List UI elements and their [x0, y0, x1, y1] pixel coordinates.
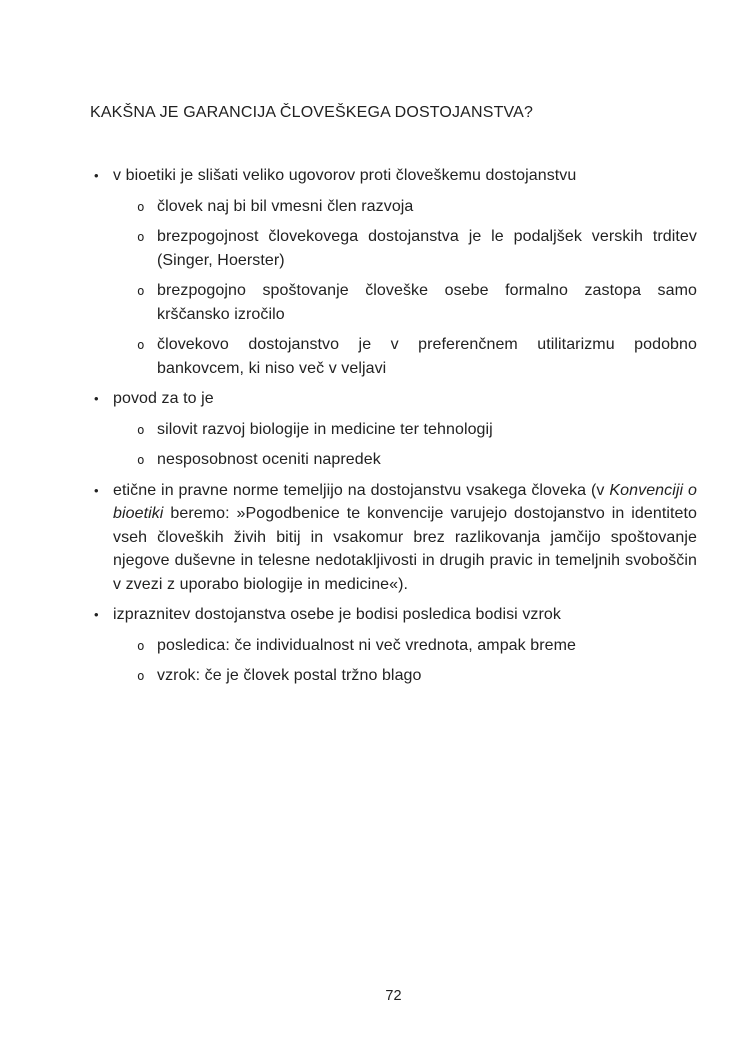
page-title: KAKŠNA JE GARANCIJA ČLOVEŠKEGA DOSTOJANSTVA?: [90, 104, 534, 121]
list-item: [90, 164, 697, 188]
sub-list-item: [90, 418, 697, 442]
sub-list-item-text: silovit razvoj biologije in medicine ter tehnologij: [157, 420, 493, 438]
document-page: [90, 0, 697, 695]
sub-list-item: [90, 333, 697, 380]
sub-list-item-text: vzrok: če je človek postal tržno blago: [157, 667, 422, 684]
circle-bullet-icon: o: [137, 337, 145, 352]
circle-bullet-icon: o: [137, 452, 145, 467]
list-item: [90, 603, 697, 627]
list-item-text: povod za to je: [113, 390, 214, 407]
list-item-rich-text: [113, 479, 697, 597]
sub-list-item: [90, 279, 697, 326]
italic-text-segment: Konvenciji o bioetiki: [113, 481, 697, 522]
list-item-text: v bioetiki je slišati veliko ugovorov proti človeškemu dostojanstvu: [113, 167, 577, 184]
sub-list-item: [90, 634, 697, 658]
sub-list-item: [90, 195, 697, 219]
bullet-icon: •: [94, 482, 99, 498]
sub-list-item: [90, 664, 697, 688]
circle-bullet-icon: o: [137, 421, 145, 437]
sub-list-item-text: človekovo dostojanstvo je v preferenčnem utilitarizmu podobno bankovcem, ki niso več v veljavi: [157, 336, 697, 377]
circle-bullet-icon: o: [137, 229, 145, 244]
list-item: [90, 387, 697, 411]
sub-list-item: [90, 448, 697, 472]
text-segment: beremo: »Pogodbenice te konvencije varujejo dostojanstvo in identiteto vseh človeških živih bitij in vsakomur brez razlikovanja jamčijo spoštovanje njegove duševne in telesne nedotakljivosti in drugih pravic in temeljnih svoboščin v zvezi z uporabo biologije in medicine«).: [113, 505, 697, 593]
bullet-icon: •: [94, 607, 99, 622]
circle-bullet-icon: o: [137, 198, 145, 214]
circle-bullet-icon: o: [137, 668, 145, 683]
sub-list-item-text: nesposobnost oceniti napredek: [157, 451, 381, 468]
sub-list-item-text: brezpogojnost človekovega dostojanstva je le podaljšek verskih trditev (Singer, Hoerster): [157, 228, 697, 269]
bullet-icon: •: [94, 391, 99, 406]
sub-list-item-text: brezpogojno spoštovanje človeške osebe formalno zastopa samo krščansko izročilo: [157, 282, 697, 323]
bullet-list: [90, 164, 697, 688]
circle-bullet-icon: o: [137, 637, 145, 653]
sub-list-item-text: posledica: če individualnost ni več vrednota, ampak breme: [157, 636, 577, 654]
bullet-icon: •: [94, 168, 99, 183]
text-segment: etične in pravne norme temeljijo na dostojanstvu vsakega človeka (v: [113, 481, 610, 499]
sub-list-item: [90, 225, 697, 272]
list-item: [90, 479, 697, 597]
list-item-text: izpraznitev dostojanstva osebe je bodisi posledica bodisi vzrok: [113, 606, 561, 623]
circle-bullet-icon: o: [137, 283, 145, 298]
page-number: 72: [385, 988, 402, 1004]
sub-list-item-text: človek naj bi bil vmesni člen razvoja: [157, 197, 414, 215]
